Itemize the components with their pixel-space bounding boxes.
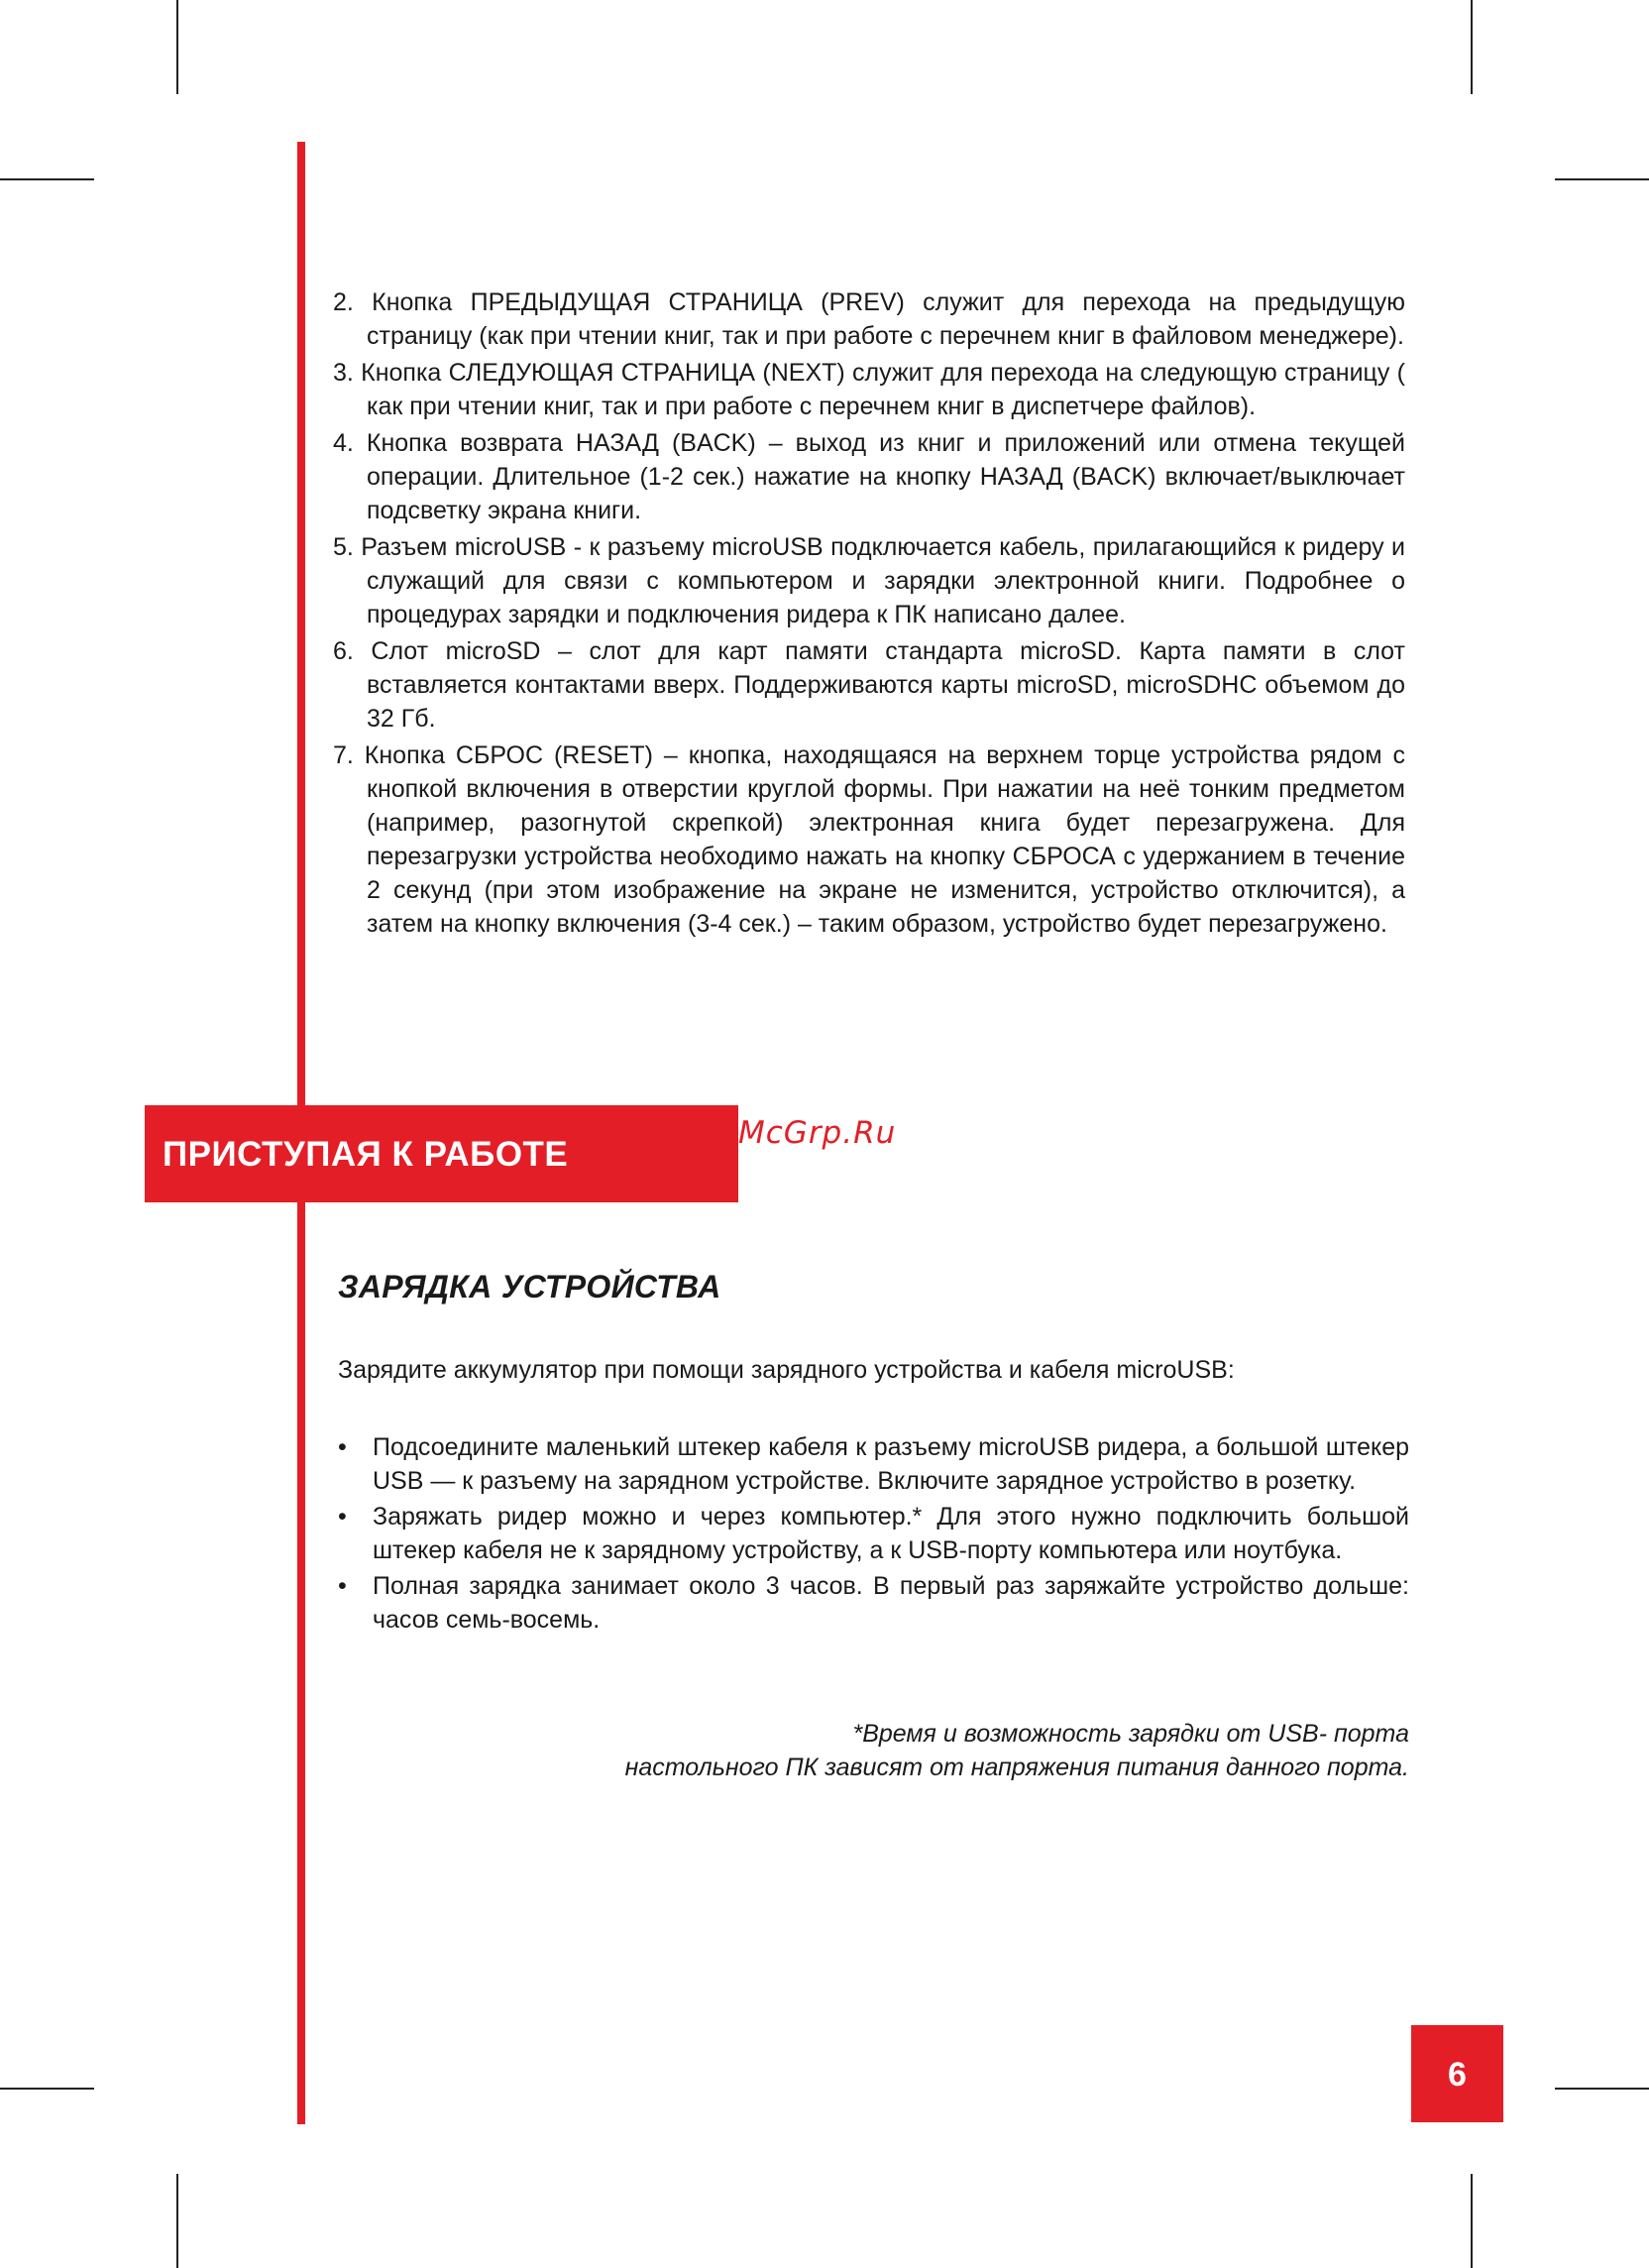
crop-mark [176,0,178,94]
footnote-line: настольного ПК зависят от напряжения питания данного порта. [624,1754,1409,1781]
crop-mark [0,178,94,180]
page-number: 6 [1411,2025,1503,2122]
watermark: McGrp.Ru [738,1115,897,1151]
bullet-icon: • [338,1572,347,1600]
list-item-text: Подсоедините маленький штекер кабеля к разъему microUSB ридера, а большой штекер USB — к разъему на зарядном устройстве. Включите зарядное устройство в розетку. [373,1433,1409,1495]
list-item: 5. Разъем microUSB - к разъему microUSB подключается кабель, прилагающийся к ридеру и служащий для связи с компьютером и зарядки электронной книги. Подробнее о процедурах зарядки и подключения ридера к ПК написано далее. [333,533,1405,628]
list-item [333,1569,1409,1637]
charging-heading: ЗАРЯДКА УСТРОЙСТВА [338,1269,721,1304]
list-item: 4. Кнопка возврата НАЗАД (BACK) – выход из книг и приложений или отмена текущей операции. Длительное (1-2 сек.) нажатие на кнопку НАЗАД (BACK) включает/выключает подсветку экрана книги. [333,429,1405,524]
bullet-icon: • [338,1503,347,1531]
crop-mark [176,2174,178,2268]
crop-mark [1555,2088,1649,2090]
list-item-text: Полная зарядка занимает около 3 часов. В первый раз заряжайте устройство дольше: часов семь-восемь. [373,1572,1409,1634]
list-item: 2. Кнопка ПРЕДЫДУЩАЯ СТРАНИЦА (PREV) служит для перехода на предыдущую страницу (как при чтении книг, так и при работе с перечнем книг в файловом менеджере). [333,288,1405,350]
list-item: 7. Кнопка СБРОС (RESET) – кнопка, находящаяся на верхнем торце устройства рядом с кнопкой включения в отверстии круглой формы. При нажатии на неё тонким предметом (например, разогнутой скрепкой) электронная книга будет перезагружена. Для перезагрузки устройства необходимо нажать на кнопку СБРОСА с удержанием в течение 2 секунд (при этом изображение на экране не изменится, устройство отключится), а затем на кнопку включения (3-4 сек.) – таким образом, устройство будет перезагружено. [333,741,1405,938]
footnote-line: *Время и возможность зарядки от USB- порта [852,1720,1409,1748]
list-item [333,1500,1409,1567]
charging-steps-list [333,1430,1409,1639]
bullet-icon: • [338,1433,347,1461]
footnote [495,1717,1409,1784]
button-description-list [333,285,1405,944]
list-item: 3. Кнопка СЛЕДУЮЩАЯ СТРАНИЦА (NEXT) служит для перехода на следующую страницу ( как при чтении книг, так и при работе с перечнем книг в диспетчере файлов). [333,359,1405,420]
charging-intro: Зарядите аккумулятор при помощи зарядного устройства и кабеля microUSB: [338,1356,1235,1384]
crop-mark [1471,0,1473,94]
crop-mark [1471,2174,1473,2268]
list-item-text: Заряжать ридер можно и через компьютер.* Для этого нужно подключить большой штекер кабеля не к зарядному устройству, а к USB-порту компьютера или ноутбука. [373,1503,1409,1564]
crop-mark [0,2088,94,2090]
list-item [333,1430,1409,1498]
section-title: ПРИСТУПАЯ К РАБОТЕ [163,1135,569,1174]
crop-mark [1555,178,1649,180]
list-item: 6. Слот microSD – слот для карт памяти стандарта microSD. Карта памяти в слот вставляется контактами вверх. Поддерживаются карты microSD, microSDHC объемом до 32 Гб. [333,637,1405,733]
